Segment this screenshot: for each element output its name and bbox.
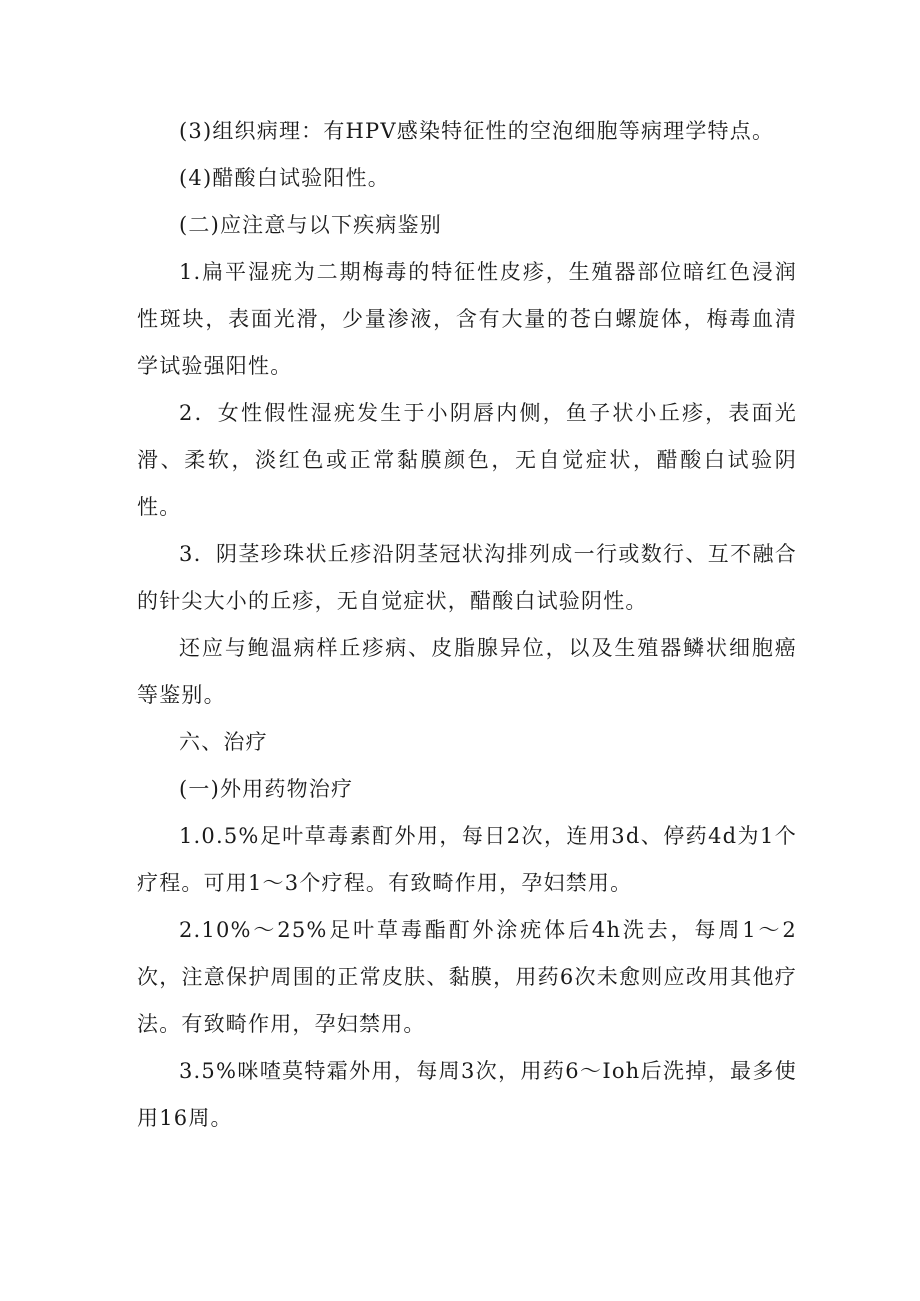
paragraph-condyloma-lata: 1.扁平湿疣为二期梅毒的特征性皮疹，生殖器部位暗红色浸润性斑块，表面光滑，少量渗液，含有大量的苍白螺旋体，梅毒血清学试验强阳性。 (137, 260, 797, 378)
section-heading-treatment: 六、治疗 (179, 730, 268, 754)
section-heading-differential: (二)应注意与以下疾病鉴别 (179, 213, 442, 237)
paragraph-imiquimod: 3.5%咪喳莫特霜外用，每周3次，用药6～Ioh后洗掉，最多使用16周。 (137, 1059, 797, 1130)
paragraph-podophyllin-ester: 2.10%～25%足叶草毒酯酊外涂疣体后4h洗去，每周1～2次，注意保护周围的正常皮肤、黏膜，用药6次未愈则应改用其他疗法。有致畸作用，孕妇禁用。 (137, 918, 797, 1036)
paragraph-histopathology: (3)组织病理：有HPV感染特征性的空泡细胞等病理学特点。 (179, 119, 775, 143)
subsection-heading-topical: (一)外用药物治疗 (179, 777, 354, 801)
paragraph-other-differentials: 还应与鲍温病样丘疹病、皮脂腺异位，以及生殖器鳞状细胞癌等鉴别。 (137, 636, 797, 707)
paragraph-pearly-papules: 3．阴茎珍珠状丘疹沿阴茎冠状沟排列成一行或数行、互不融合的针尖大小的丘疹，无自觉症状，醋酸白试验阴性。 (137, 542, 797, 613)
paragraph-pseudo-condyloma: 2．女性假性湿疣发生于小阴唇内侧，鱼子状小丘疹，表面光滑、柔软，淡红色或正常黏膜颜色，无自觉症状，醋酸白试验阴性。 (137, 401, 797, 519)
paragraph-podophyllotoxin: 1.0.5%足叶草毒素酊外用，每日2次，连用3d、停药4d为1个疗程。可用1～3个疗程。有致畸作用，孕妇禁用。 (137, 824, 797, 895)
paragraph-acetowhite-test: (4)醋酸白试验阳性。 (179, 166, 390, 190)
document-body (137, 108, 797, 1142)
